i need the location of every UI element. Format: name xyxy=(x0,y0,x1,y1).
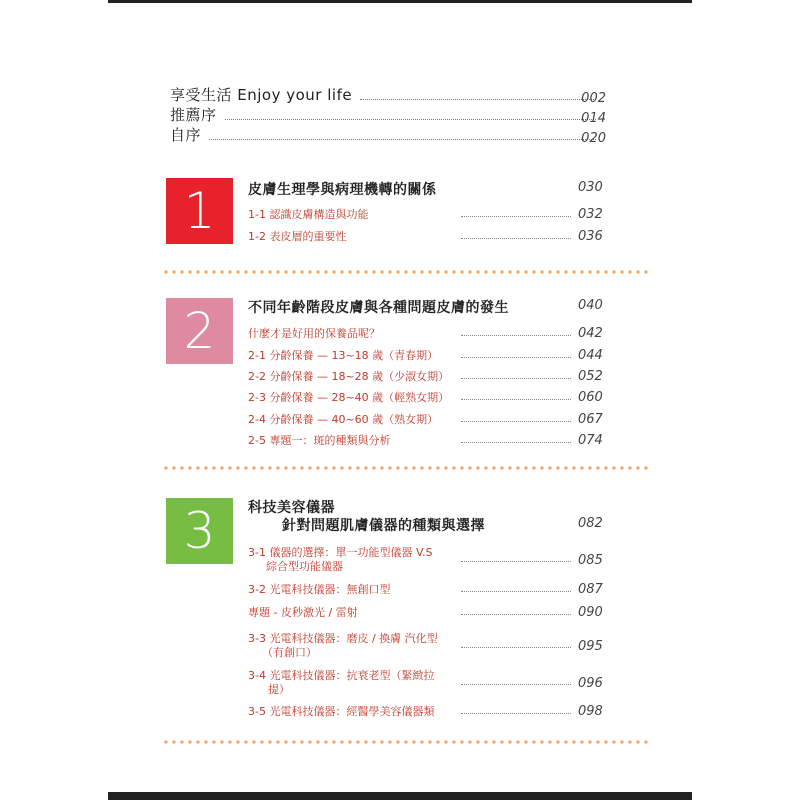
bottom-rule xyxy=(108,792,692,800)
entry-label: 1-1 認識皮膚構造與功能 xyxy=(248,208,369,221)
entry-label: 3-5 光電科技儀器：經醫學美容儀器類 xyxy=(248,705,435,718)
chapter-3-page: 082 xyxy=(578,516,603,531)
entry-label: 3-1 儀器的選擇：單一功能型儀器 V.S xyxy=(248,546,433,559)
entry-label-continued: 綜合型功能儀器 xyxy=(266,560,343,573)
dot-leader xyxy=(461,335,571,336)
dot-leader xyxy=(360,98,596,100)
dot-leader xyxy=(461,647,571,648)
entry-page: 060 xyxy=(578,390,603,405)
dot-leader xyxy=(461,614,571,615)
chapter-1-number-box xyxy=(166,178,233,244)
toc-row-preface[interactable] xyxy=(170,124,606,144)
dot-leader xyxy=(461,238,571,239)
dot-leader xyxy=(461,713,571,714)
page-number: 014 xyxy=(581,111,606,126)
entry-page: 090 xyxy=(578,605,603,620)
dot-leader xyxy=(461,216,571,217)
chapter-2-title[interactable]: 不同年齡階段皮膚與各種問題皮膚的發生 xyxy=(248,300,509,316)
page-number: 020 xyxy=(581,131,606,146)
chapter-1-page: 030 xyxy=(578,180,603,195)
entry-label: 專題 - 皮秒激光 / 雷射 xyxy=(248,606,358,619)
entry-label: 1-2 表皮層的重要性 xyxy=(248,230,347,243)
chapter-number: 1 xyxy=(183,182,216,240)
dot-leader xyxy=(461,591,571,592)
entry-page: 032 xyxy=(578,207,603,222)
dotted-separator xyxy=(162,270,652,274)
entry-page: 067 xyxy=(578,412,603,427)
page-number: 002 xyxy=(581,91,606,106)
chapter-3-title-line1[interactable]: 科技美容儀器 xyxy=(248,500,335,516)
dotted-separator xyxy=(162,740,652,744)
dot-leader xyxy=(461,561,571,562)
entry-label: 2-1 分齡保養 — 13~18 歲（青春期） xyxy=(248,349,439,362)
entry-label: 3-3 光電科技儀器：磨皮 / 換膚 汽化型 xyxy=(248,632,438,645)
chapter-number: 2 xyxy=(183,302,216,360)
entry-label-continued: （有創口） xyxy=(262,646,317,659)
dot-leader xyxy=(461,421,571,422)
dot-leader xyxy=(209,138,596,140)
chapter-number: 3 xyxy=(183,502,216,560)
dot-leader xyxy=(461,684,571,685)
chapter-2-number-box xyxy=(166,298,233,364)
entry-page: 036 xyxy=(578,229,603,244)
entry-page: 085 xyxy=(578,553,603,568)
dot-leader xyxy=(461,357,571,358)
entry-page: 044 xyxy=(578,348,603,363)
entry-page: 095 xyxy=(578,639,603,654)
chapter-3-title-line2[interactable]: 針對問題肌膚儀器的種類與選擇 xyxy=(282,518,485,534)
dot-leader xyxy=(225,118,596,120)
entry-label: 什麼才是好用的保養品呢？ xyxy=(248,327,380,340)
entry-label: 2-4 分齡保養 — 40~60 歲（熟女期） xyxy=(248,413,439,426)
entry-page: 042 xyxy=(578,326,603,341)
dot-leader xyxy=(461,442,571,443)
chapter-1-title[interactable]: 皮膚生理學與病理機轉的關係 xyxy=(248,182,437,198)
entry-label-continued: 提） xyxy=(268,683,290,696)
entry-page: 052 xyxy=(578,369,603,384)
entry-label: 3-2 光電科技儀器：無創口型 xyxy=(248,583,391,596)
toc-label: 享受生活 Enjoy your life xyxy=(170,86,353,104)
entry-page: 087 xyxy=(578,582,603,597)
entry-page: 098 xyxy=(578,704,603,719)
entry-page: 096 xyxy=(578,676,603,691)
toc-row-preface-recommend[interactable] xyxy=(170,104,606,124)
dotted-separator xyxy=(162,466,652,470)
chapter-3-number-box xyxy=(166,498,233,564)
dot-leader xyxy=(461,378,571,379)
entry-page: 074 xyxy=(578,433,603,448)
entry-label: 2-2 分齡保養 — 18~28 歲（少淑女期） xyxy=(248,370,450,383)
chapter-2-page: 040 xyxy=(578,298,603,313)
toc-row-enjoy-life[interactable] xyxy=(170,84,606,104)
toc-label: 自序 xyxy=(170,126,202,144)
top-rule xyxy=(108,0,692,3)
entry-label: 3-4 光電科技儀器：抗衰老型（緊緻拉 xyxy=(248,669,435,682)
toc-label: 推薦序 xyxy=(170,106,217,124)
entry-label: 2-5 專題一：斑的種類與分析 xyxy=(248,434,391,447)
dot-leader xyxy=(461,399,571,400)
entry-label: 2-3 分齡保養 — 28~40 歲（輕熟女期） xyxy=(248,391,450,404)
